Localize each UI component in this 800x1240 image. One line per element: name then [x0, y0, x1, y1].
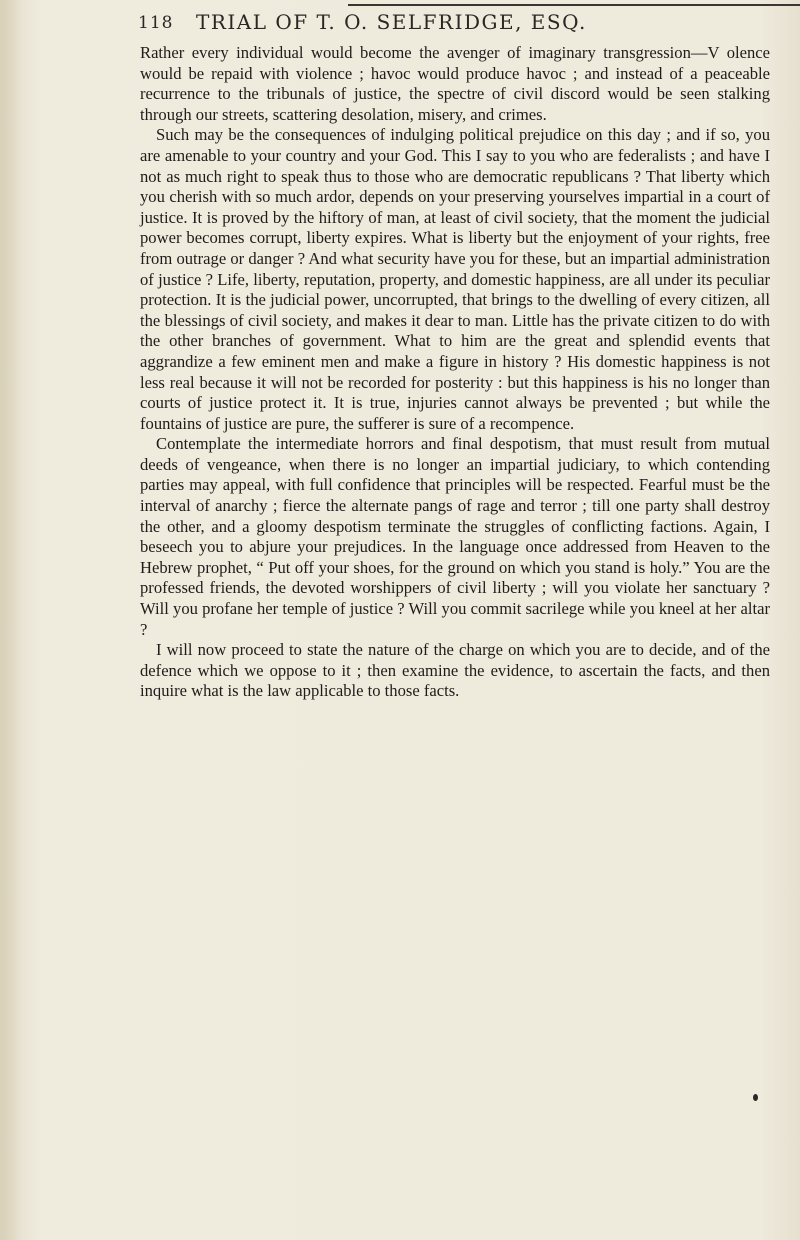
paragraph-4: I will now proceed to state the nature of the charge on which you are to decide, and of the defence which we oppose to it ; then examine the evidence, to ascertain the facts, and then inquire what is the law applicable to those facts.	[140, 640, 770, 701]
ink-speck	[753, 1094, 758, 1101]
page-number: 118	[138, 13, 174, 33]
header-rule	[348, 4, 800, 6]
paragraph-2: Such may be the consequences of indulging political prejudice on this day ; and if so, you are amenable to your country and your God. This I say to you who are federalists ; and have I not as much right to speak thus to those who are democratic republicans ? That liberty which you cherish with so much ardor, depends on your preserving yourselves impartial in a court of justice. It is proved by the hiftory of man, at least of civil society, that the moment the judicial power becomes corrupt, liberty expires. What is liberty but the enjoyment of your rights, free from outrage or danger ? And what security have you for these, but an impartial administration of justice ? Life, liberty, reputation, property, and domestic happiness, are all under its peculiar protection. It is the judicial power, uncorrupted, that brings to the dwelling of every citizen, all the blessings of civil society, and makes it dear to man. Little has the private citizen to do with the other branches of government. What to him are the great and splendid events that aggrandize a few eminent men and make a figure in history ? His domestic happiness is not less real because it will not be recorded for posterity : but this happiness is his no longer than courts of justice protect it. It is true, injuries cannot always be prevented ; but while the fountains of justice are pure, the sufferer is sure of a recompence.	[140, 125, 770, 433]
page-edge-shadow	[0, 0, 22, 1240]
running-head	[138, 4, 738, 38]
body-text	[140, 43, 770, 702]
running-title: TRIAL OF T. O. SELFRIDGE, ESQ.	[196, 10, 587, 34]
paragraph-1: Rather every individual would become the avenger of imaginary transgression—V olence would be repaid with violence ; havoc would produce havoc ; and instead of a peaceable recurrence to the tribunals of justice, the spectre of civil discord would be seen stalking through our streets, scattering desolation, misery, and crimes.	[140, 43, 770, 124]
paragraph-3: Contemplate the intermediate horrors and final despotism, that must result from mutual deeds of vengeance, when there is no longer an impartial judiciary, to which contending parties may appeal, with full confidence that principles will be respected. Fearful must be the interval of anarchy ; fierce the alternate pangs of rage and terror ; till one party shall destroy the other, and a gloomy despotism terminate the struggles of conflicting factions. Again, I beseech you to abjure your prejudices. In the language once addressed from Heaven to the Hebrew prophet, “ Put off your shoes, for the ground on which you stand is holy.” You are the professed friends, the devoted worshippers of civil liberty ; will you violate her sanctuary ? Will you profane her temple of justice ? Will you commit sacrilege while you kneel at her altar ?	[140, 434, 770, 639]
